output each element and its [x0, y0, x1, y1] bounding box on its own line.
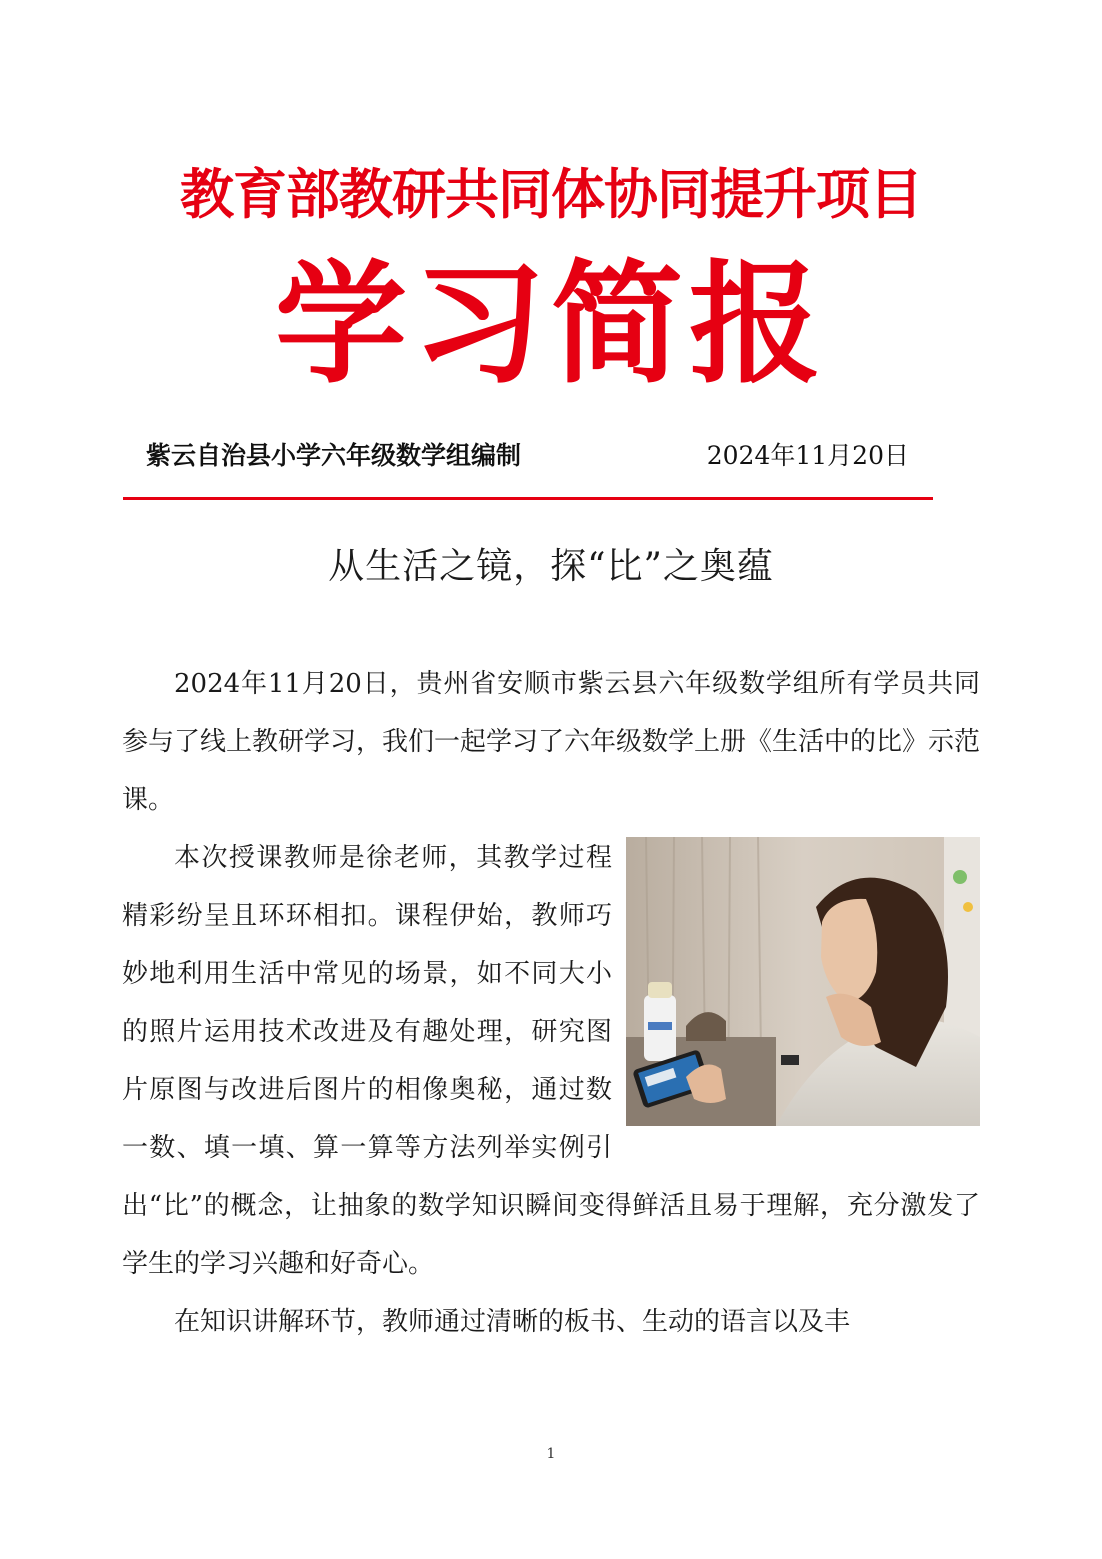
photo-illustration [626, 837, 980, 1126]
red-divider [123, 497, 933, 500]
paragraph-intro: 2024年11月20日，贵州省安顺市紫云县六年级数学组所有学员共同参与了线上教研学习，我们一起学习了六年级数学上册《生活中的比》示范课。 [122, 669, 981, 815]
article-body [122, 655, 980, 1351]
article-title: 从生活之镜，探“比”之奥蕴 [328, 546, 774, 587]
paragraph-lesson: 本次授课教师是徐老师，其教学过程精彩纷呈且环环相扣。课程伊始，教师巧妙地利用生活中常见的场景，如不同大小的照片运用技术改进及有趣处理，研究图片原图与改进后图片的相像奥秘，通过数一数、填一填、算一算等方法列举实例引出“比”的概念，让抽象的数学知识瞬间变得鲜活且易于理解，充分激发了学生的学习兴趣和好奇心。 [122, 843, 980, 1279]
paragraph-explanation: 在知识讲解环节，教师通过清晰的板书、生动的语言以及丰 [174, 1307, 851, 1337]
teacher-photo [626, 837, 980, 1126]
project-name-heading: 教育部教研共同体协同提升项目 [180, 162, 922, 226]
issue-date: 2024年11月20日 [706, 441, 909, 470]
bulletin-title: 学习简报 [275, 247, 827, 402]
editor-line: 紫云自治县小学六年级数学组编制 [146, 441, 522, 470]
page-number: 1 [546, 1446, 556, 1462]
